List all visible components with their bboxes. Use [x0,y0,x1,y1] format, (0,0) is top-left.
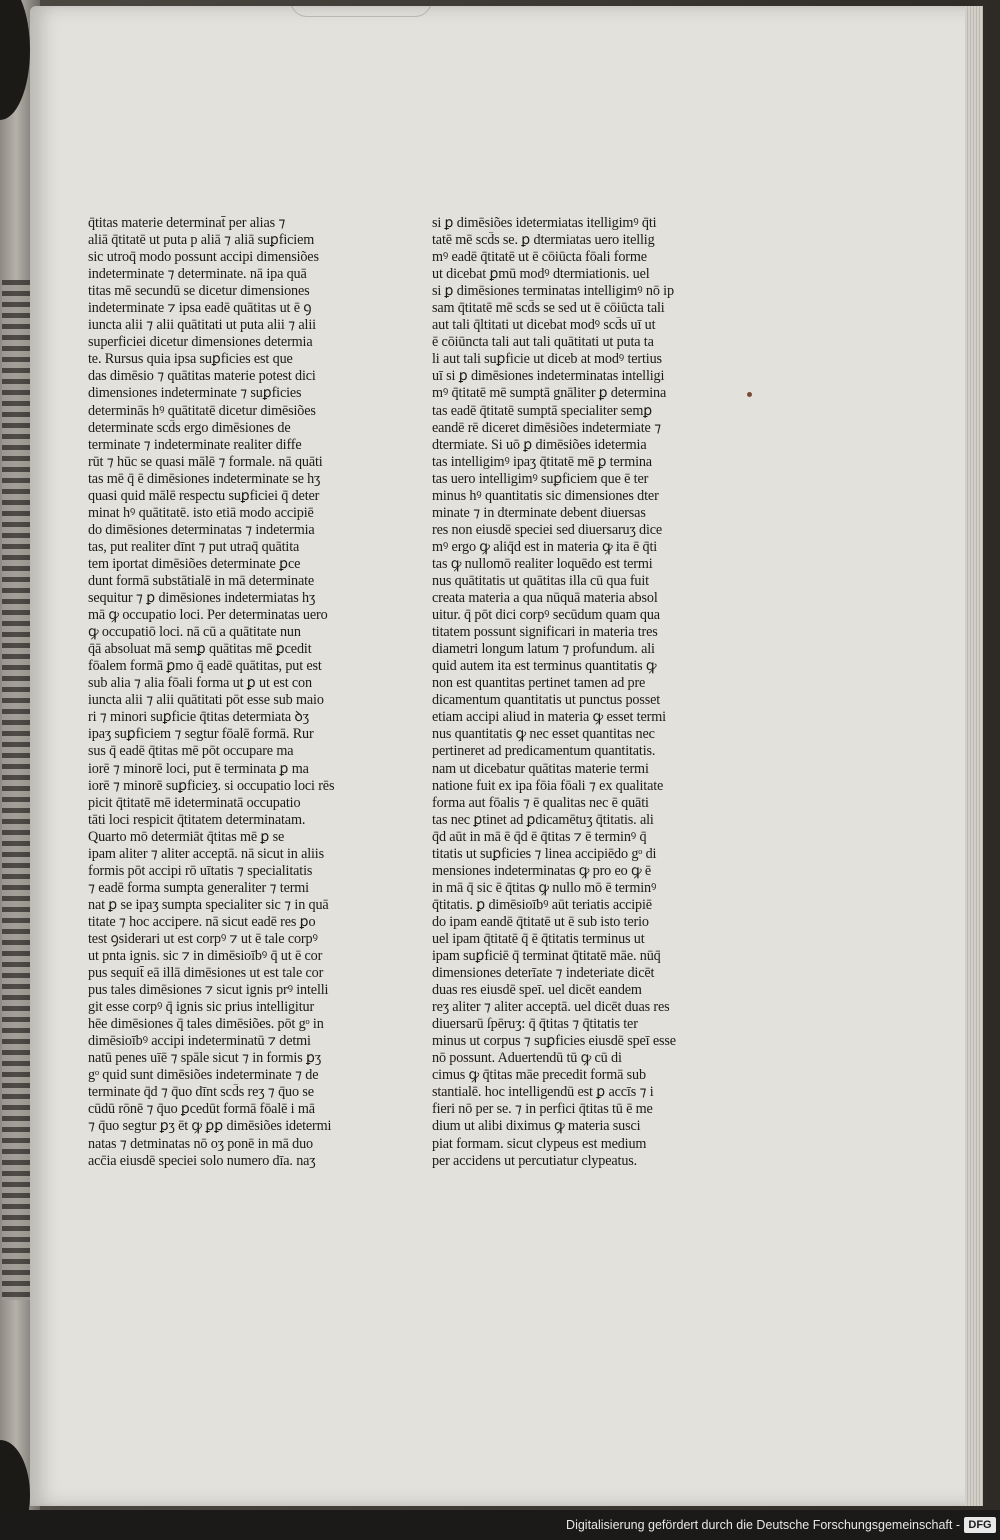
right-column-line: tas eadē q̄titatē sumptā specialiter semꝑ [432,402,653,419]
right-column-line: dimensiones deterīate ⁊ indeteriate dicēt [432,965,655,982]
right-column-line: minus hꝰ quantitatis sic dimensiones dter [432,487,659,504]
right-column-line: fieri nō per se. ⁊ in perfici q̄titas tū ē me [432,1101,653,1118]
left-column-line: titas mē secundū se dicetur dimensiones [88,283,310,300]
right-column-line: uitur. q̄ pōt dici corpꝰ secūdum quam qua [432,607,660,624]
text-column-right [432,215,710,1170]
right-column-line: diametri longum latum ⁊ profundum. ali [432,641,655,658]
left-column-line: te. Rursus quia ipsa suꝑficies est que [88,351,293,368]
right-column-line: uī si ꝑ dimēsiones indeterminatas intelligi [432,368,665,385]
left-column-line: tem iportat dimēsiões determinate ꝑce [88,555,301,572]
right-column-line: si ꝑ dimēsiões idetermiatas itelligimꝰ q̄ti [432,215,657,231]
right-column-line: li aut tali suꝑficie ut diceb at modꝰ tertius [432,351,662,368]
left-column-line: rūt ⁊ hūc se quasi mālē ⁊ formale. nā quāti [88,453,323,470]
right-column-line: pertineret ad predicamentum quantitatis. [432,743,656,760]
left-column-line: pus tales dimēsiones ⁊ sicut ignis prꝰ intelli [88,982,329,999]
right-column-line: etiam accipi aliud in materia ꝙ esset termi [432,709,666,726]
right-column-line: tas uero intelligimꝰ suꝑficiem que ē ter [432,470,649,487]
left-column-line: tas mē q̄ ē dimēsiones indeterminate se hʒ [88,470,321,487]
right-column-line: diuersarū ſpēruʒ: q̄ q̄titas ⁊ q̄titatis ter [432,1016,638,1033]
left-column-line: iuncta alii ⁊ alii quātitati pōt esse sub maio [88,692,324,709]
right-column-line: minus ut corpus ⁊ suꝑficies eiusdē speī esse [432,1033,676,1050]
right-column-line: q̄d aūt in mā ē q̄d ē q̄titas ⁊ ē terminꝰ q̄ [432,828,647,845]
funding-credit: Digitalisierung gefördert durch die Deutsche Forschungsgemeinschaft - [566,1518,960,1532]
left-column-line: q̄titas materie determinat̄ per alias ⁊ [88,215,286,231]
right-column-line: quid autem ita est terminus quantitatis ꝙ [432,658,657,675]
right-column-line: in mā q̄ sic ē q̄titas ꝙ nullo mō ē terminꝰ [432,879,657,896]
left-column-line: test ꝯsiderari ut est corpꝰ ⁊ ut ē tale corpꝰ [88,930,318,947]
left-column-line: tas, put realiter dīnt ⁊ put utraq̄ quātita [88,538,300,555]
right-column-line: res non eiusdē speciei sed diuersaruʒ dice [432,521,663,538]
right-column-line: do ipam eandē q̄titatē ut ē sub isto terio [432,913,649,930]
right-column-line: cimus ꝙ q̄titas māe precedit formā sub [432,1067,646,1084]
right-column-line: dtermiate. Si uō ꝑ dimēsiões idetermia [432,436,647,453]
left-column-line: ⁊ q̄uo segtur ꝑʒ ēt ꝙ ꝑꝑ dimēsiões idetermi [88,1118,332,1135]
left-column-line: q̄ā absoluat mā semꝑ quātitas mē ꝑcedit [88,641,312,658]
right-column-line: non est quantitas pertinet tamen ad pre [432,675,646,692]
text-column-left [88,215,368,1170]
right-column-line: mꝰ ergo ꝙ aliq̄d est in materia ꝙ ita ē q̄ti [432,538,658,555]
right-column-line: reʒ aliter ⁊ aliter acceptā. uel dicēt duas res [432,999,670,1016]
left-column-line: do dimēsiones determinatas ⁊ indetermia [88,521,315,538]
left-column-line: hēe dimēsiones q̄ tales dimēsiões. pōt gᵒ in [88,1016,324,1033]
left-column-line: pus sequit̄ eā illā dimēsiones ut est tale cor [88,965,324,982]
left-column-line: picit q̄titatē mē ideterminatā occupatio [88,794,301,811]
right-column-line: natione fuit ex ipa fōia fōali ⁊ ex qualitate [432,777,664,794]
left-column-line: ⁊ eadē forma sumpta generaliter ⁊ termi [88,879,309,896]
right-column-line: tas nec ꝑtinet ad ꝑdicamētuʒ q̄titatis. ali [432,811,654,828]
left-column-line: ipaʒ suꝑficiem ⁊ segtur fōalē formā. Rur [88,726,314,743]
right-column-line: eandē rē diceret dimēsiões indetermiate ⁊ [432,419,661,436]
left-column-line: indeterminate ⁊ determinate. nā ipa quā [88,266,307,283]
left-column-line: ipam aliter ⁊ aliter acceptā. nā sicut in aliis [88,845,324,862]
right-column-line: tatē mē scd̄s se. ꝑ dtermiatas uero itellig [432,232,655,249]
right-column-line: piat formam. sicut clypeus est medium [432,1135,647,1152]
right-column-line: titatem possunt significari in materia tres [432,624,658,641]
left-column-line: iorē ⁊ minorē suꝑficieʒ. si occupatio loci rēs [88,777,335,794]
left-column-line: aliā q̄titatē ut puta p aliā ⁊ aliā suꝑficiem [88,232,315,249]
page-fore-edge [965,6,983,1506]
right-column-line: mꝰ q̄titatē mē sumptā gnāliter ꝑ determina [432,385,667,402]
right-column-line: ē cōiūncta tali aut tali quātitati ut puta ta [432,334,654,351]
right-column-line: minate ⁊ in dterminate debent diuersas [432,504,646,521]
left-column-line: terminate ⁊ indeterminate realiter diffe [88,436,302,453]
left-column-line: superficiei dicetur dimensiones determia [88,334,313,351]
right-column-line: nus quantitatis ꝙ nec esset quantitas nec [432,726,655,743]
right-column-line: mꝰ eadē q̄titatē ut ē cōiūcta fōali forme [432,249,647,266]
right-column-line: q̄titatis. ꝑ dimēsioībꝰ aūt teriatis accipiē [432,896,652,913]
left-column-line: fōalem formā ꝑmo q̄ eadē quātitas, put est [88,658,322,675]
left-column-line: ut pnta ignis. sic ⁊ in dimēsioībꝰ q̄ ut ē cor [88,948,323,965]
left-column-line: tāti loci respicit q̄titatem determinatam. [88,811,306,828]
right-column-line: dium ut alibi diximus ꝙ materia susci [432,1118,641,1135]
left-column-line: quasi quid mālē respectu suꝑficiei q̄ deter [88,487,320,504]
right-column-line: creata materia a qua nūquā materia absol [432,590,658,607]
left-column-line: dunt formā substātialē in mā determinate [88,572,315,589]
footer-bar [0,1510,1000,1540]
left-column-line: acc̄ia eiusdē speciei solo numero dīa. naʒ [88,1152,316,1169]
left-column-line: iuncta alii ⁊ alii quātitati ut puta alii ⁊ alii [88,317,316,334]
left-column-line: natū penes uīē ⁊ spāle sicut ⁊ in formis ꝑʒ [88,1050,321,1067]
left-column-line: terminate q̄d ⁊ q̄uo dīnt scd̄s reʒ ⁊ q̄uo se [88,1084,314,1101]
left-column-line: dimensiones indeterminate ⁊ suꝑficies [88,385,302,402]
right-column-line: aut tali q̄ltitati ut dicebat modꝰ scd̄s uī ut [432,317,656,334]
left-column-line: sic utroq̄ modo possunt accipi dimensiões [88,249,319,266]
left-column-line: minat hꝰ quātitatē. isto etiā modo accipiē [88,504,314,521]
left-column-line: git esse corpꝰ q̄ ignis sic prius intelligitur [88,999,315,1016]
left-column-line: iorē ⁊ minorē loci, put ē terminata ꝑ ma [88,760,309,777]
right-column-line: dicamentum quantitatis ut punctus posset [432,692,661,709]
left-column-line: Quarto mō determiāt q̄titas mē ꝑ se [88,828,285,845]
left-column-line: sequitur ⁊ ꝑ dimēsiones indetermiatas hʒ [88,590,316,607]
right-column-line: si ꝑ dimēsiones terminatas intelligimꝰ nō ip [432,283,674,300]
right-column-line: nam ut dicebatur quātitas materie termi [432,760,649,777]
left-column-line: determinate scd̄s ergo dimēsiones de [88,419,291,436]
facing-page-text-strip [2,280,32,1300]
right-column-line: nō possunt. Aduertendū tū ꝙ cū di [432,1050,622,1067]
right-column-line: tas intelligimꝰ ipaʒ q̄titatē mē ꝑ termina [432,453,652,470]
right-column-line: ut dicebat ꝑmū modꝰ dtermiationis. uel [432,266,650,283]
right-column-line: ipam suꝑficiē q̄ terminat q̄titatē māe. nūq̄ [432,948,661,965]
right-column-line: tas ꝙ nullomō realiter loquēdo est termi [432,555,653,572]
left-column-line: determinās hꝰ quātitatē dicetur dimēsiões [88,402,316,419]
right-column-line: nus quātitatis ut quātitas illa cū qua fuit [432,572,649,589]
left-column-line: cūdū rōnē ⁊ q̄uo ꝑcedūt formā fōalē i mā [88,1101,315,1118]
left-column-line: nat ꝑ se ipaʒ sumpta specialiter sic ⁊ in quā [88,896,329,913]
right-column-line: per accidens ut percutiatur clypeatus. [432,1152,638,1169]
right-column-line: forma aut fōalis ⁊ ē qualitas nec ē quāti [432,794,649,811]
left-column-line: sus q̄ eadē q̄titas mē pōt occupare ma [88,743,294,760]
left-column-line: formis pōt accipi rō uītatis ⁊ specialitatis [88,862,313,879]
right-column-line: titatis ut suꝑficies ⁊ linea accipiēdo gᵒ di [432,845,657,862]
left-column-line: natas ⁊ detminatas nō oʒ ponē in mā duo [88,1135,313,1152]
right-column-line: duas res eiusdē speī. uel dicēt eandem [432,982,642,999]
ink-stain [747,392,752,397]
left-column-line: das dimēsio ⁊ quātitas materie potest dici [88,368,316,385]
left-column-line: indeterminate ⁊ ipsa eadē quātitas ut ē ꝯ [88,300,312,317]
right-column-line: uel ipam q̄titatē q̄ ē q̄titatis terminus ut [432,930,645,947]
left-column-line: dimēsioībꝰ accipi indeterminatū ⁊ detmi [88,1033,311,1050]
left-column-line: ꝙ occupatiō loci. nā cū a quātitate nun [88,624,301,641]
dfg-logo: DFG [964,1517,996,1533]
left-column-line: ri ⁊ minori suꝑficie q̄titas determiata ꝺʒ [88,709,309,726]
left-column-line: mā ꝙ occupatio loci. Per determinatas uero [88,607,328,624]
left-column-line: gᵒ quid sunt dimēsiões indeterminate ⁊ de [88,1067,319,1084]
right-column-line: stantialē. hoc intelligendū est ꝑ accīs ⁊ i [432,1084,654,1101]
right-column-line: sam q̄titatē mē scd̄s se sed ut ē cōiūcta tali [432,300,665,317]
ink-trace-top [290,0,432,17]
left-column-line: titate ⁊ hoc accipere. nā sicut eadē res ꝑo [88,913,316,930]
left-column-line: sub alia ⁊ alia fōali forma ut ꝑ ut est con [88,675,312,692]
right-column-line: mensiones indeterminatas ꝙ pro eo ꝙ ē [432,862,652,879]
